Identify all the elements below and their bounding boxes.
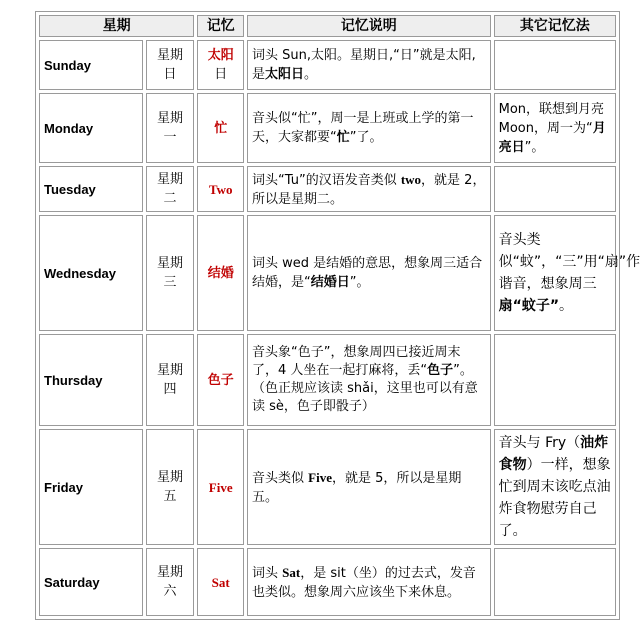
desc-bold: 太阳日: [265, 67, 305, 82]
memory-explanation: [247, 215, 491, 331]
desc-text: 音头似“忙”，周一是上班或上学的第一天，大家都要“: [252, 111, 474, 145]
chinese-day: [146, 548, 195, 616]
desc-bold: 色子: [427, 363, 454, 378]
english-day: Monday: [39, 93, 143, 163]
chinese-day-b: 二: [163, 191, 177, 206]
chinese-day-a: 星期: [157, 172, 184, 187]
chinese-day-a: 星期: [157, 48, 184, 63]
other-method: [494, 215, 640, 331]
other-method: [494, 334, 616, 426]
other-text: 。: [559, 298, 574, 314]
table-row: [39, 215, 616, 331]
chinese-day-a: 星期: [157, 470, 184, 485]
memory-key: 色子: [197, 334, 244, 426]
chinese-day: [146, 40, 195, 90]
chinese-day-a: 星期: [157, 256, 184, 271]
desc-text: ”了。: [349, 130, 383, 145]
other-method: [494, 429, 616, 545]
table-row: [39, 334, 616, 426]
desc-bold: two: [400, 171, 422, 187]
table-row: [39, 429, 616, 545]
memory-key: 忙: [197, 93, 244, 163]
desc-text: ，是 sit（坐）的过去式，发音也类似。想象周六应该坐下来休息。: [252, 565, 476, 600]
header-explanation: 记忆说明: [247, 15, 491, 37]
desc-text: 词头 Sun,太阳。星期日,“日”就是太阳,是: [252, 48, 476, 82]
desc-bold: Five: [308, 469, 332, 485]
memory-key-black: 日: [214, 67, 228, 82]
desc-text: 词头: [252, 565, 283, 581]
desc-text: ”。: [349, 275, 370, 290]
desc-text: 。: [304, 67, 318, 82]
table-row: [39, 40, 616, 90]
other-text: 音头与 Fry（: [498, 435, 581, 451]
other-text: ”。: [524, 139, 545, 155]
chinese-day-b: 六: [163, 584, 177, 599]
memory-table: [35, 11, 640, 620]
chinese-day-b: 四: [163, 382, 177, 397]
desc-bold: 结婚日: [310, 275, 350, 290]
english-day: Friday: [39, 429, 143, 545]
chinese-day-b: 五: [163, 489, 177, 504]
chinese-day: [146, 93, 195, 163]
memory-key: Five: [197, 429, 244, 545]
table-row: [39, 93, 616, 163]
desc-bold: 忙: [336, 130, 350, 145]
desc-text: 词头“Tu”的汉语发音类似: [252, 172, 401, 188]
other-text: 音头类似“蚊”，“三”用“扇”作谐音，想象周三: [498, 232, 640, 292]
english-day: Sunday: [39, 40, 143, 90]
desc-text: ，就是 5，所以是星期五。: [252, 470, 462, 505]
desc-text: 音头象“色子”，想象周四已接近周末了，4 人坐在一起打麻将，丢“: [252, 345, 461, 378]
other-method: [494, 166, 616, 212]
other-text: ）一样，想象忙到周末该吃点油炸食物慰劳自己了。: [498, 457, 611, 539]
memory-explanation: [247, 40, 491, 90]
memory-explanation: [247, 93, 491, 163]
other-bold: 扇“蚊子”: [498, 298, 560, 314]
other-method: [494, 93, 616, 163]
other-bold: 月亮日: [498, 120, 606, 155]
chinese-day-a: 星期: [157, 565, 184, 580]
chinese-day-b: 一: [163, 130, 177, 145]
desc-text: 词头 wed 是结婚的意思，想象周三适合结婚，是“: [252, 256, 483, 290]
other-bold: 油炸食物: [498, 435, 609, 473]
memory-key: Two: [197, 166, 244, 212]
chinese-day-a: 星期: [157, 363, 184, 378]
english-day: Saturday: [39, 548, 143, 616]
other-text: Mon，联想到月亮 Moon，周一为“: [498, 101, 605, 136]
chinese-day-a: 星期: [157, 111, 184, 126]
table-row: [39, 166, 616, 212]
chinese-day: [146, 215, 195, 331]
chinese-day-b: 三: [163, 275, 177, 290]
header-memory: 记忆: [197, 15, 244, 37]
memory-key: 结婚: [197, 215, 244, 331]
memory-key: [197, 40, 244, 90]
other-method: [494, 548, 616, 616]
desc-text: ，就是 2，所以是星期二。: [252, 172, 486, 207]
chinese-day: [146, 334, 195, 426]
other-method: [494, 40, 616, 90]
chinese-day-b: 日: [163, 67, 177, 82]
memory-explanation: [247, 548, 491, 616]
memory-key: Sat: [197, 548, 244, 616]
desc-text: 音头类似: [252, 470, 309, 486]
chinese-day: [146, 166, 195, 212]
desc-bold: Sat: [282, 564, 301, 580]
table-row: [39, 548, 616, 616]
header-row: [39, 15, 616, 37]
memory-explanation: [247, 166, 491, 212]
memory-key-red: 太阳: [207, 48, 234, 63]
english-day: Thursday: [39, 334, 143, 426]
header-other: 其它记忆法: [494, 15, 616, 37]
header-weekday: 星期: [39, 15, 194, 37]
desc-text: ”。（色正规应该读 shǎi，这里也可以有意读 sè，色子即骰子）: [252, 363, 478, 414]
memory-explanation: [247, 429, 491, 545]
english-day: Tuesday: [39, 166, 143, 212]
memory-explanation: [247, 334, 491, 426]
english-day: Wednesday: [39, 215, 143, 331]
chinese-day: [146, 429, 195, 545]
